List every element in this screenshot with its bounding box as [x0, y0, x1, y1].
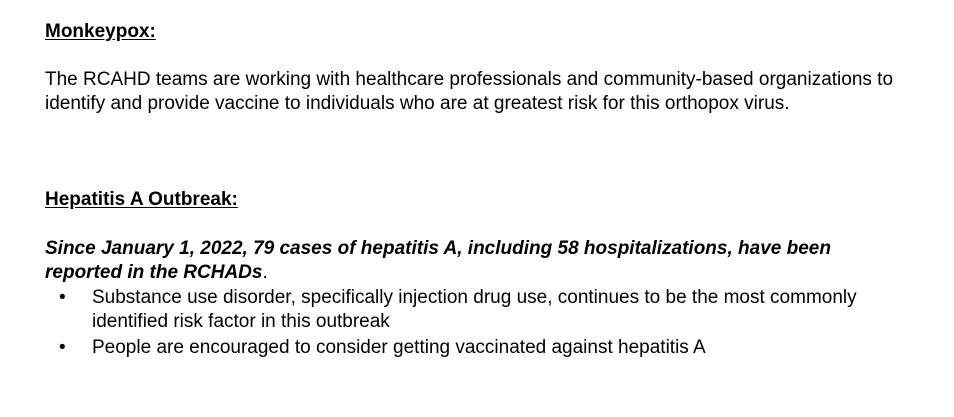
hepatitis-bullet-list [45, 286, 905, 362]
list-item-text: People are encouraged to consider getting vaccinated against hepatitis A [92, 337, 706, 358]
hepatitis-heading: Hepatitis A Outbreak: [45, 189, 238, 210]
hepatitis-summary-period: . [262, 262, 268, 283]
bullet-icon: • [59, 337, 66, 358]
list-item-text: Substance use disorder, specifically injection drug use, continues to be the most commonly identified risk factor in this outbreak [92, 287, 857, 332]
monkeypox-paragraph: The RCAHD teams are working with healthcare professionals and community-based organizations to identify and provide vaccine to individuals who are at greatest risk for this orthopox virus. [45, 69, 894, 114]
list-item [45, 286, 905, 334]
bullet-icon: • [59, 287, 66, 308]
list-item [45, 336, 905, 360]
hepatitis-summary [45, 237, 905, 285]
hepatitis-summary-text: Since January 1, 2022, 79 cases of hepatitis A, including 58 hospitalizations, have been reported in the RCHADs [45, 238, 831, 283]
monkeypox-heading: Monkeypox: [45, 21, 156, 42]
